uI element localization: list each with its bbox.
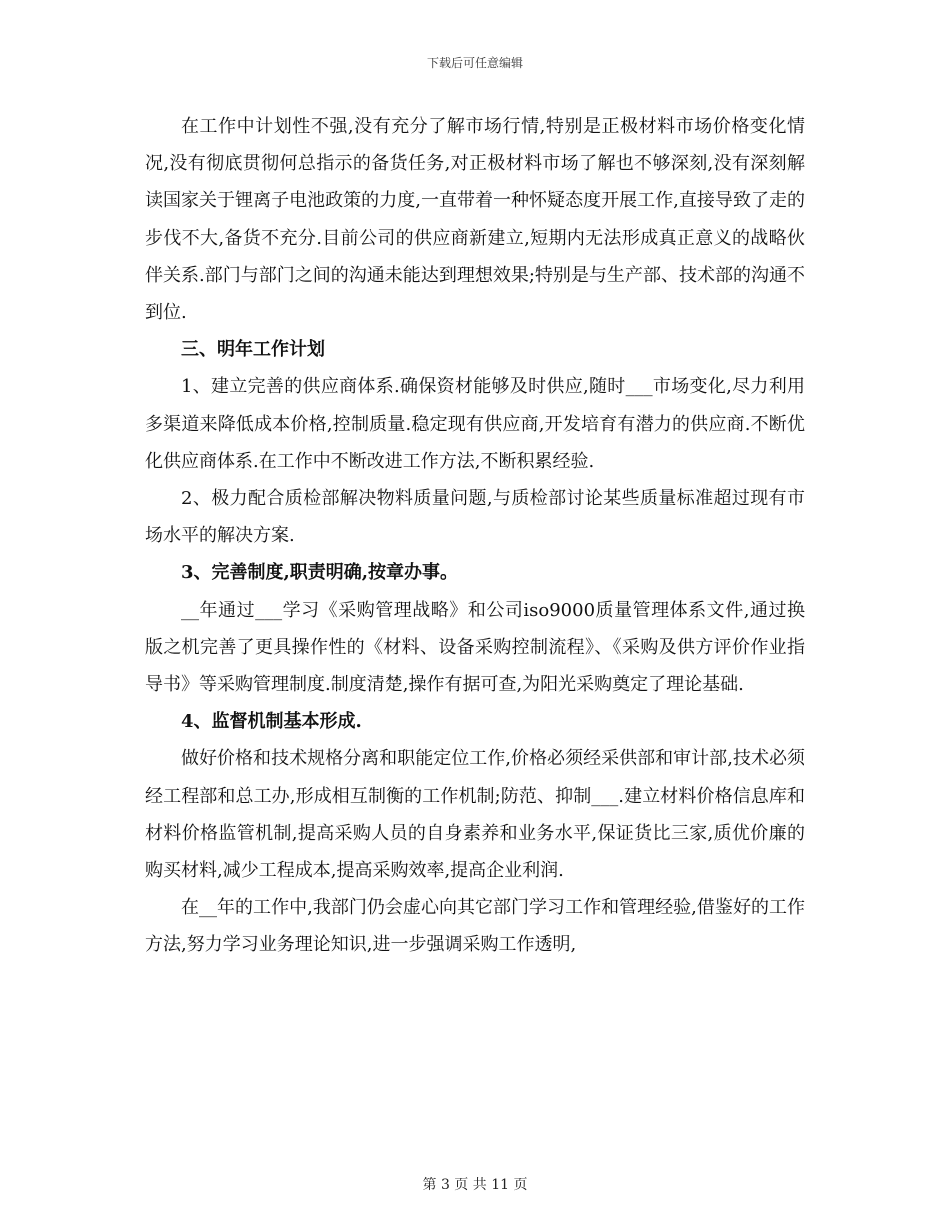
paragraph-plan-item-1: 1、建立完善的供应商体系.确保资材能够及时供应,随时___市场变化,尽力利用多渠道来降低成本价格,控制质量.稳定现有供应商,开发培育有潜力的供应商.不断优化供应商体系.在工作中不断改进工作方法,不断积累经验. [145, 376, 805, 472]
page-number: 第 3 页 共 11 页 [422, 1177, 528, 1193]
paragraph-plan-item-2: 2、极力配合质检部解决物料质量问题,与质检部讨论某些质量标准超过现有市场水平的解决方案. [145, 488, 805, 547]
subheading-supervision-mechanism: 4、监督机制基本形成. [181, 711, 362, 733]
paragraph-closing: 在__年的工作中,我部门仍会虚心向其它部门学习工作和管理经验,借鉴好的工作方法,努力学习业务理论知识,进一步强调采购工作透明, [145, 897, 805, 956]
paragraph-system-details: __年通过___学习《采购管理战略》和公司iso9000质量管理体系文件,通过换版之机完善了更具操作性的《材料、设备采购控制流程》、《采购及供方评价作业指导书》等采购管理制度.制度清楚,操作有据可查,为阳光采购奠定了理论基础. [145, 599, 805, 696]
page-header-note: 下载后可任意编辑 [426, 56, 523, 70]
paragraph-problems: 在工作中计划性不强,没有充分了解市场行情,特别是正极材料市场价格变化情况,没有彻底贯彻何总指示的备货任务,对正极材料市场了解也不够深刻,没有深刻解读国家关于锂离子电池政策的力度,一直带着一种怀疑态度开展工作,直接导致了走的步伐不大,备货不充分.目前公司的供应商新建立,短期内无法形成真正意义的战略伙伴关系.部门与部门之间的沟通未能达到理想效果;特别是与生产部、技术部的沟通不到位. [145, 116, 805, 324]
paragraph-supervision-details: 做好价格和技术规格分离和职能定位工作,价格必须经采供部和审计部,技术必须经工程部和总工办,形成相互制衡的工作机制;防范、抑制___.建立材料价格信息库和材料价格监管机制,提高采购人员的自身素养和业务水平,保证货比三家,质优价廉的购买材料,减少工程成本,提高采购效率,提高企业利润. [145, 748, 805, 882]
document-body [145, 108, 805, 964]
section-heading-next-year-plan: 三、明年工作计划 [181, 339, 325, 361]
subheading-improve-system: 3、完善制度,职责明确,按章办事。 [181, 562, 459, 584]
